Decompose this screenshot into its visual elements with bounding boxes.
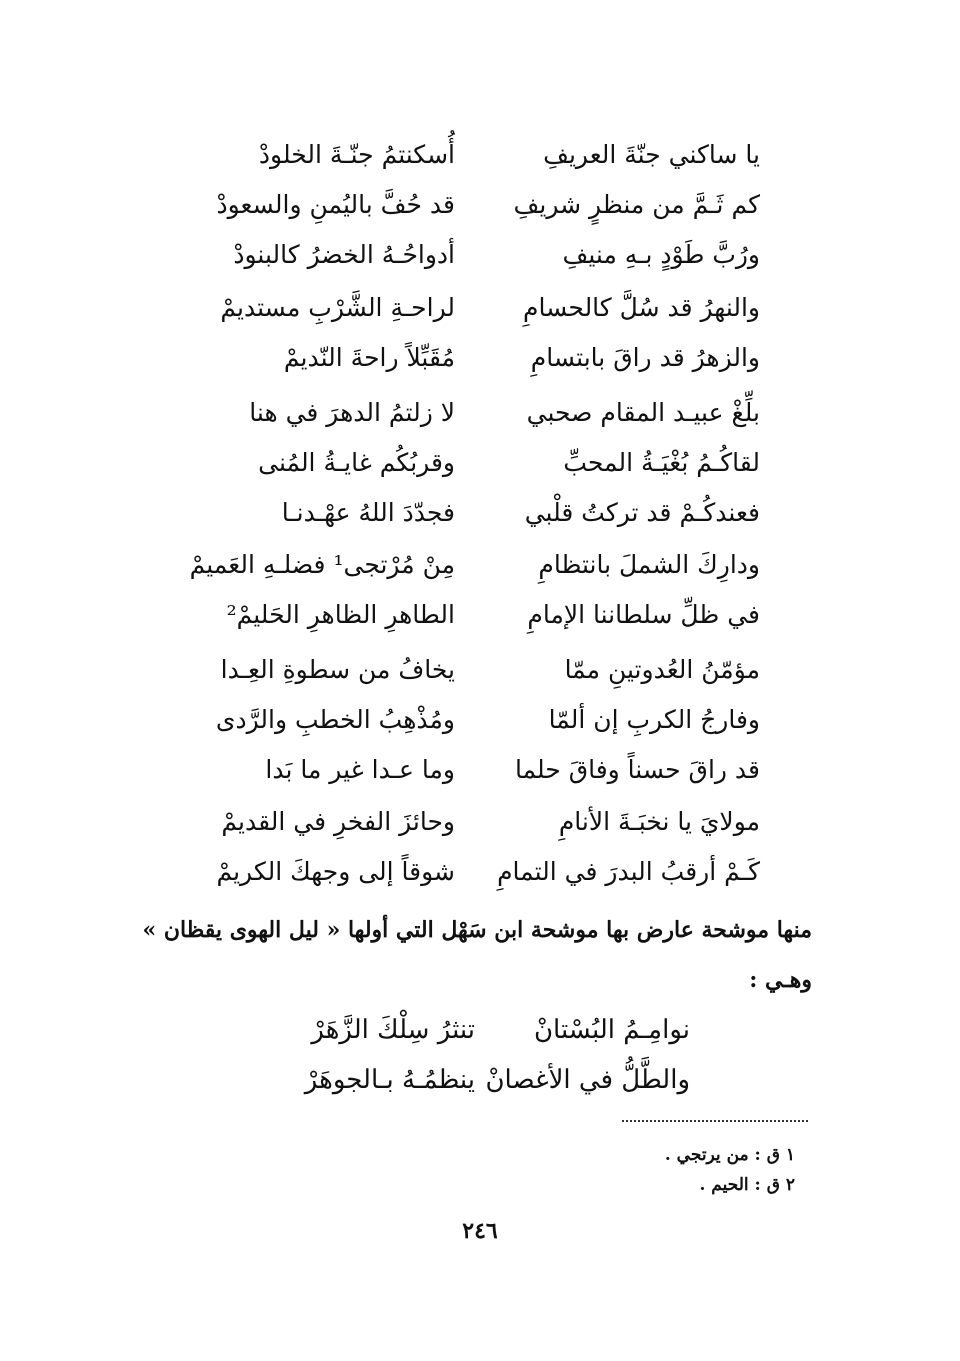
- verse-line: [200, 695, 760, 745]
- second-hemistich: لا زلتمُ الدهرَ في هنا: [249, 398, 455, 427]
- verse-line: [200, 488, 760, 538]
- second-hemistich: مِنْ مُرْتجى¹ فضلـهِ العَميمْ: [189, 550, 455, 579]
- second-hemistich: فجدّدَ اللهُ عهْـدنـا: [281, 498, 455, 527]
- verse-line: [200, 847, 760, 897]
- first-hemistich: فعندكُـمْ قد تركتُ قلْبي: [524, 498, 760, 527]
- verse-line: [240, 1055, 690, 1105]
- stanza: [189, 540, 760, 640]
- second-hemistich: قد حُفَّ باليُمنِ والسعودْ: [216, 190, 455, 219]
- footnote: ١ ق : من يرتجي .: [664, 1145, 795, 1165]
- verse-line: [200, 645, 760, 695]
- first-hemistich: وفارجُ الكربِ إن ألمّا: [548, 705, 760, 734]
- first-hemistich: مؤمّنُ العُدوتينِ ممّا: [564, 655, 760, 684]
- verse-line: [200, 388, 760, 438]
- second-hemistich: شوقاً إلى وجهكَ الكريمْ: [216, 857, 455, 886]
- second-hemistich: ينظمُـهُ بـالجوهَرْ: [304, 1065, 475, 1095]
- stanza: [200, 283, 760, 383]
- verse-line: [200, 590, 760, 640]
- first-hemistich: والطَّلُّ في الأغصانْ: [485, 1065, 690, 1095]
- first-hemistich: ورُبَّ طَوْدٍ بـهِ منيفِ: [562, 240, 760, 269]
- footnotes: [495, 1140, 795, 1200]
- second-hemistich: وقربُكُم غايـةُ المُنى: [258, 448, 455, 477]
- first-hemistich: يا ساكني جنّةَ العريفِ: [543, 140, 760, 169]
- verse-line: [200, 230, 760, 280]
- second-hemistich: مُقَبِّلاً راحةَ النّديمْ: [283, 343, 455, 372]
- muwashshah-stanza: [240, 1005, 690, 1105]
- first-hemistich: والزهرُ قد راقَ بابتسامِ: [530, 343, 760, 372]
- footnote-divider: [622, 1120, 808, 1122]
- second-hemistich: يخافُ من سطوةِ العِـدا: [220, 655, 455, 684]
- first-hemistich: مولايَ يا نخبَـةَ الأنامِ: [558, 807, 760, 836]
- footnote: ٢ ق : الحيم .: [699, 1175, 795, 1195]
- stanza: [200, 130, 760, 280]
- verse-line: [200, 333, 760, 383]
- second-hemistich: أدواحُـهُ الخضرُ كالبنودْ: [233, 240, 455, 269]
- verse-line: [240, 1005, 690, 1055]
- first-hemistich: في ظلِّ سلطاننا الإمامِ: [527, 600, 760, 629]
- verse-line: [200, 797, 760, 847]
- verse-line: [200, 283, 760, 333]
- verse-line: [200, 745, 760, 795]
- first-hemistich: بلِّغْ عبيـد المقام صحبي: [526, 398, 760, 427]
- verse-line: [200, 180, 760, 230]
- page-number: ٢٤٦: [462, 1218, 498, 1244]
- verse-line: [200, 438, 760, 488]
- first-hemistich: ودارِكَ الشملَ بانتظامِ: [538, 550, 760, 579]
- second-hemistich: ومُذْهِبُ الخطبِ والرَّدى: [215, 705, 455, 734]
- second-hemistich: أُسكنتمُ جنّـةَ الخلودْ: [258, 140, 455, 169]
- verse-line: [189, 540, 760, 590]
- second-hemistich: وحائزَ الفخرِ في القديمْ: [221, 807, 455, 836]
- first-hemistich: والنهرُ قد سُلَّ كالحسامِ: [523, 293, 760, 322]
- second-hemistich: تنثرُ سِلْكَ الزَّهَرْ: [311, 1015, 475, 1045]
- first-hemistich: كم ثَـمَّ من منظرٍ شريفِ: [513, 190, 760, 219]
- second-hemistich: الطاهرِ الظاهرِ الحَليمْ²: [226, 600, 455, 629]
- stanza: [200, 797, 760, 897]
- stanza: [200, 388, 760, 538]
- second-hemistich: وما عـدا غير ما بَدا: [265, 755, 455, 784]
- second-hemistich: لراحـةِ الشَّرْبِ مستديمْ: [220, 293, 455, 322]
- first-hemistich: كَـمْ أرقبُ البدرَ في التمامِ: [497, 857, 760, 886]
- first-hemistich: قد راقَ حسناً وفاقَ حلما: [514, 755, 760, 784]
- first-hemistich: لقاكُـمُ بُغْيَـةُ المحبِّ: [563, 448, 760, 477]
- stanza: [200, 645, 760, 795]
- verse-line: [200, 130, 760, 180]
- first-hemistich: نوامِـمُ البُسْتانْ: [533, 1015, 690, 1045]
- prose-paragraph: منها موشحة عارض بها موشحة ابن سَهْل التي أولها « ليل الهوى يقظان » وهـي :: [142, 917, 812, 993]
